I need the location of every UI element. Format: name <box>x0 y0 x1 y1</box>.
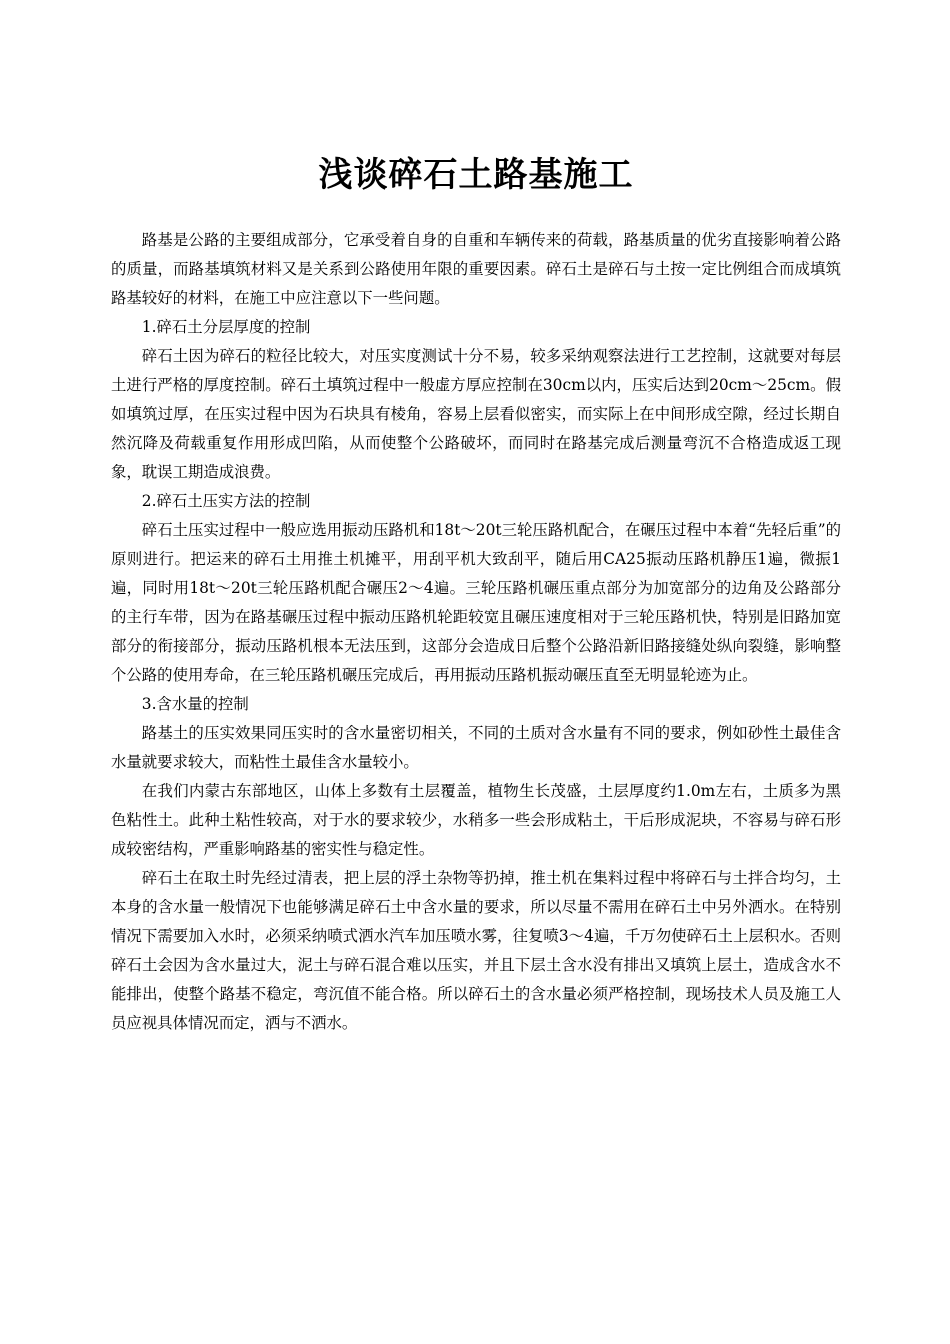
paragraph-intro: 路基是公路的主要组成部分，它承受着自身的自重和车辆传来的荷载，路基质量的优劣直接影响着公路的质量，而路基填筑材料又是关系到公路使用年限的重要因素。碎石土是碎石与土按一定比例组合而成填筑路基较好的材料，在施工中应注意以下一些问题。 <box>111 231 841 307</box>
section-heading-1: 1.碎石土分层厚度的控制 <box>141 318 311 336</box>
document-title: 浅谈碎石土路基施工 <box>318 155 634 195</box>
paragraph-layer-thickness: 碎石土因为碎石的粒径比较大，对压实度测试十分不易，较多采纳观察法进行工艺控制，这就要对每层土进行严格的厚度控制。碎石土填筑过程中一般虚方厚应控制在30cm以内，压实后达到20cm～25cm。假如填筑过厚，在压实过程中因为石块具有棱角，容易上层看似密实，而实际上在中间形成空隙，经过长期自然沉降及荷载重复作用形成凹陷，从而使整个公路破坏，而同时在路基完成后测量弯沉不合格造成返工现象，耽误工期造成浪费。 <box>111 347 841 481</box>
section-heading-2: 2.碎石土压实方法的控制 <box>141 492 311 510</box>
document-body <box>111 146 841 1038</box>
paragraph-watering-control: 碎石土在取土时先经过清表，把上层的浮土杂物等扔掉，推土机在集料过程中将碎石与土拌合均匀，土本身的含水量一般情况下也能够满足碎石土中含水量的要求，所以尽量不需用在碎石土中另外洒水。在特别情况下需要加入水时，必须采纳喷式洒水汽车加压喷水雾，往复喷3～4遍，千万勿使碎石土上层积水。否则碎石土会因为含水量过大，泥土与碎石混合难以压实，并且下层土含水没有排出又填筑上层土，造成含水不能排出，使整个路基不稳定，弯沉值不能合格。所以碎石土的含水量必须严格控制，现场技术人员及施工人员应视具体情况而定，洒与不洒水。 <box>111 869 841 1032</box>
section-heading-3: 3.含水量的控制 <box>141 695 249 713</box>
paragraph-compaction-method: 碎石土压实过程中一般应选用振动压路机和18t～20t三轮压路机配合，在碾压过程中本着“先轻后重”的原则进行。把运来的碎石土用推土机摊平，用刮平机大致刮平，随后用CA25振动压路机静压1遍，微振1遍，同时用18t～20t三轮压路机配合碾压2～4遍。三轮压路机碾压重点部分为加宽部分的边角及公路部分的主行车带，因为在路基碾压过程中振动压路机轮距较宽且碾压速度相对于三轮压路机快，特别是旧路加宽部分的衔接部分，振动压路机根本无法压到，这部分会造成日后整个公路沿新旧路接缝处纵向裂缝，影响整个公路的使用寿命，在三轮压路机碾压完成后，再用振动压路机振动碾压直至无明显轮迹为止。 <box>111 521 841 684</box>
paragraph-inner-mongolia-soil: 在我们内蒙古东部地区，山体上多数有土层覆盖，植物生长茂盛，土层厚度约1.0m左右，土质多为黑色粘性土。此种土粘性较高，对于水的要求较少，水稍多一些会形成粘土，干后形成泥块，不容易与碎石形成较密结构，严重影响路基的密实性与稳定性。 <box>111 782 841 858</box>
paragraph-moisture-general: 路基土的压实效果同压实时的含水量密切相关，不同的土质对含水量有不同的要求，例如砂性土最佳含水量就要求较大，而粘性土最佳含水量较小。 <box>111 724 841 771</box>
